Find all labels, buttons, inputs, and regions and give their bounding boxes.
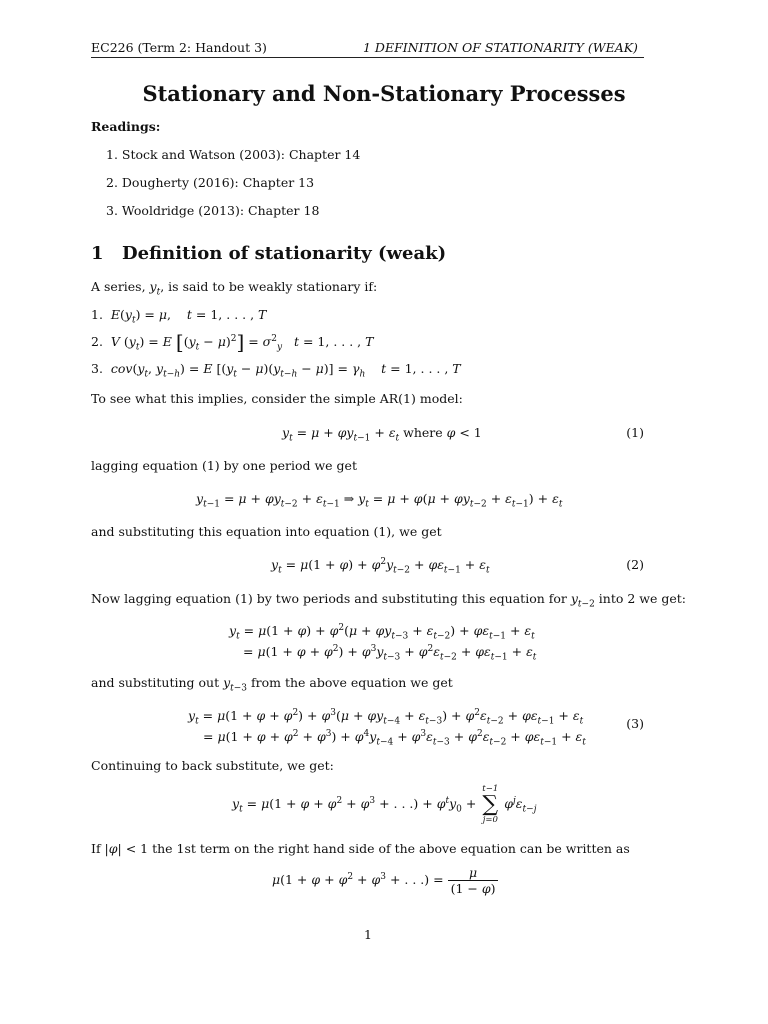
equation-number: (3): [626, 716, 644, 731]
running-header-right: 1 DEFINITION OF STATIONARITY (WEAK): [363, 40, 638, 55]
paragraph: To see what this implies, consider the simple AR(1) model:: [91, 391, 463, 406]
running-header-left: EC226 (Term 2: Handout 3): [91, 40, 267, 55]
header-rule: [91, 57, 644, 58]
section-title: Definition of stationarity (weak): [122, 243, 447, 264]
equation-3-line-1: $y_t = \mu(1 + \varphi + \varphi^2) + \varphi^3(\mu + \varphi y_{t-4} + \varepsilon_{t-3}) + \varphi^2\varepsilon_{t-2} + \varphi\varepsilon_{t-1} + \varepsilon_t$: [188, 707, 584, 727]
equation-geometric-sum: $\mu(1 + \varphi + \varphi^2 + \varphi^3$ + . . .) = $\frac{\mu}{(1 - \varphi)}$: [272, 865, 498, 896]
condition-mean: 1. $E(y_t) = \mu$, t = 1, . . . , T: [91, 307, 267, 326]
section-number: 1: [91, 243, 104, 264]
page-title: Stationary and Non-Stationary Processes: [142, 81, 626, 106]
paragraph: lagging equation (1) by one period we get: [91, 458, 357, 473]
paragraph: and substituting this equation into equation (1), we get: [91, 524, 442, 539]
equation-3-line-2: = $\mu(1 + \varphi + \varphi^2 + \varphi^3) + \varphi^4y_{t-4} + \varphi^3\varepsilon_{t-3} + \varphi^2\varepsilon_{t-2} + \varphi\varepsilon_{t-1} + \varepsilon_t$: [203, 728, 586, 748]
summation-icon: t−1 ∑ j=0: [482, 784, 499, 825]
paragraph: Now lagging equation (1) by two periods and substituting this equation for $y_{t-2}$ into 2 we get:: [91, 591, 687, 610]
reading-item: 1. Stock and Watson (2003): Chapter 14: [106, 147, 361, 162]
equation-substitution-line-1: $y_t = \mu(1 + \varphi) + \varphi^2(\mu + \varphi y_{t-3} + \varepsilon_{t-2}) + \varphi\varepsilon_{t-1} + \varepsilon_t$: [229, 622, 535, 642]
paragraph: A series, $y_t$, is said to be weakly stationary if:: [91, 279, 378, 298]
fraction: $\frac{\mu}{(1 - \varphi)}$: [448, 865, 499, 896]
paragraph: Continuing to back substitute, we get:: [91, 758, 334, 773]
reading-item: 2. Dougherty (2016): Chapter 13: [106, 175, 315, 190]
page-number: 1: [364, 927, 372, 942]
equation-1: $y_t = \mu + \varphi y_{t-1} + \varepsilon_t$ where φ < 1: [282, 425, 482, 444]
paragraph: and substituting out $y_{t-3}$ from the above equation we get: [91, 675, 453, 694]
condition-covariance: 3. $cov(y_t$, $y_{t-h}) = E$ $[(y_t - \mu)(y_{t-h} - \mu)] = \gamma_h$ t = 1, . . . , T: [91, 361, 461, 380]
readings-label: Readings:: [91, 119, 161, 134]
reading-item: 3. Wooldridge (2013): Chapter 18: [106, 203, 320, 218]
equation-back-substitution: $y_t = \mu(1 + \varphi + \varphi^2 + \varphi^3$ + . . .) + $\varphi^ty_0$ + t−1 ∑ j=0 $\varphi^j\varepsilon_{t-j}$: [232, 784, 537, 825]
equation-number: (1): [626, 425, 644, 440]
equation-2: $y_t = \mu(1 + \varphi) + \varphi^2y_{t-2} + \varphi\varepsilon_{t-1} + \varepsilon_t$: [271, 556, 490, 576]
equation-number: (2): [626, 557, 644, 572]
equation-substitution-line-2: = $\mu(1 + \varphi + \varphi^2) + \varphi^3y_{t-3} + \varphi^2\varepsilon_{t-2} + \varphi\varepsilon_{t-1} + \varepsilon_t$: [243, 643, 537, 663]
equation-lagged: $y_{t-1} = \mu + \varphi y_{t-2} + \varepsilon_{t-1}$ ⇒ $y_t = \mu + \varphi(\mu + \varphi y_{t-2} + \varepsilon_{t-1}) + \varepsilon_t$: [196, 491, 563, 510]
condition-variance: 2. V $(y_t) = E$ $[(y_t - \mu)^2] = \sigma^2_y$ t = 1, . . . , T: [91, 330, 374, 354]
paragraph: If |φ| < 1 the 1st term on the right hand side of the above equation can be written as: [91, 841, 630, 856]
